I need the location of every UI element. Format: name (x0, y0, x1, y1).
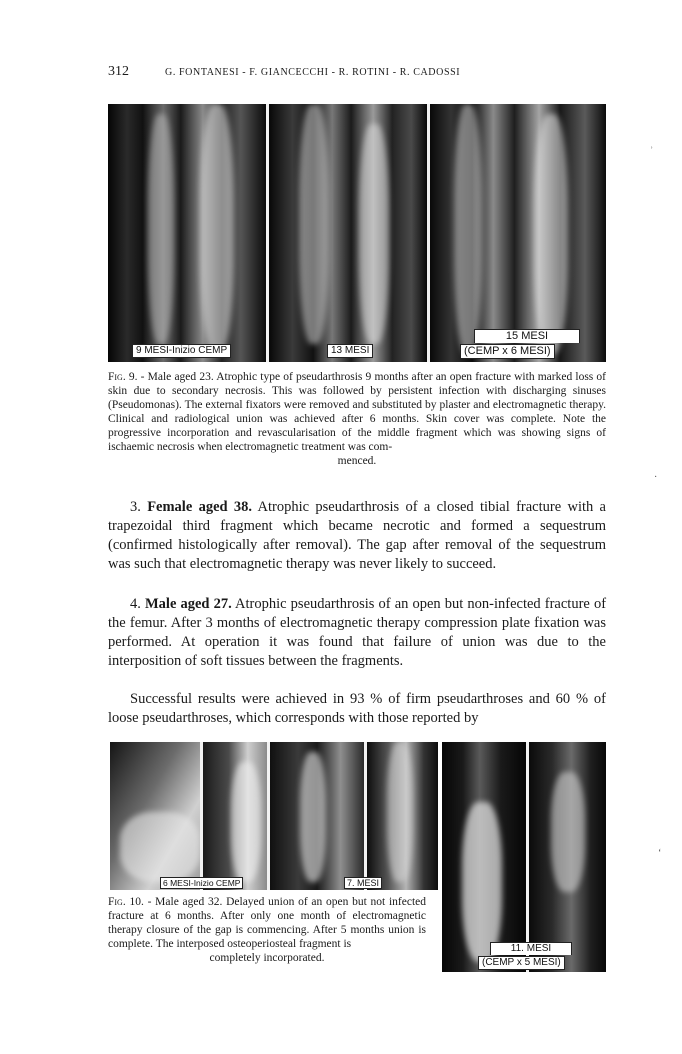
results-text: Successful results were achieved in 93 % of firm pseudarthroses and 60 % of loose pseudarthroses, which corresponds with those reported by (108, 691, 606, 726)
figure-9-caption-lead: Fig. 9. (108, 371, 138, 383)
xray-panel-6-months-b (203, 742, 267, 890)
edge-speck: ʻ (658, 848, 662, 859)
paragraph-case-4 (108, 595, 606, 671)
xray-panel-13-months (269, 104, 427, 362)
paragraph-case-3 (108, 498, 606, 574)
case-4-lead: Male aged 27. (144, 596, 232, 612)
figure-9-radiographs (108, 104, 606, 362)
figure-10-caption (108, 895, 426, 965)
case-3-lead: Female aged 38. (147, 499, 253, 515)
paragraph-results (108, 690, 606, 728)
xray-panel-11-months (442, 742, 526, 972)
xray-panel-11-months-b (529, 742, 606, 972)
case-4-number: 4. (130, 596, 141, 612)
xray-panel-9-months (108, 104, 266, 362)
case-4-text: Atrophic pseudarthrosis of an open but non-infected fracture of the femur. After 3 months of electromagnetic therapy compression plate fixation was performed. At operation it was found that failure of union was due to the interposition of soft tissues between the fragments. (108, 596, 607, 669)
xray-panel-7-months-b (367, 742, 438, 890)
case-3-text: Atrophic pseudarthrosis of a closed tibial fracture with a trapezoidal third fragment which became necrotic and formed a sequestrum (confirmed histologically after removal). The gap after removal of the sequestrum was such that electromagnetic therapy was never likely to succeed. (108, 499, 606, 572)
figure-10-caption-text: - Male aged 32. Delayed union of an open but not infected fracture at 6 months. After only one month of electromagnetic therapy closure of the gap is commencing. After 5 months union is complete. The interposed osteoperiosteal fragment is (108, 896, 427, 950)
figure-9-label-13-months: 13 MESI (327, 344, 373, 358)
figure-10-label-11-months: 11. MESI (490, 942, 572, 955)
figure-10-label-cemp-5-months: (CEMP x 5 MESI) (478, 956, 565, 970)
figure-9-caption (108, 370, 606, 468)
figure-10-caption-last-line: completely incorporated. (209, 952, 325, 964)
figure-10-caption-lead: Fig. 10. (108, 896, 144, 908)
figure-10-radiographs-right (442, 742, 606, 972)
figure-10-radiographs-left (110, 742, 438, 890)
xray-panel-15-months (430, 104, 606, 362)
page-number: 312 (108, 64, 129, 79)
case-3-number: 3. (130, 499, 141, 515)
figure-9-label-cemp-6-months: (CEMP x 6 MESI) (460, 344, 555, 359)
xray-panel-7-months (270, 742, 364, 890)
figure-9-caption-text: - Male aged 23. Atrophic type of pseudarthrosis 9 months after an open fracture with marked loss of skin due to secondary necrosis. This was followed by persistent infection with discharging sinuses (Pseudomonas). The external fixators were removed and substituted by plaster and electromagnetic therapy. Clinical and radiological union was achieved after 6 months. Skin cover was complete. Note the progressive incorporation and revascularisation of the middle fragment which was showing signs of ischaemic necrosis when electromagnetic treatment was com- (108, 371, 607, 453)
figure-9-caption-last-line: menced. (337, 455, 377, 467)
xray-panel-6-months (110, 742, 200, 890)
figure-10-label-6-months: 6 MESI-Inizio CEMP (160, 877, 243, 889)
edge-speck: · (654, 472, 658, 483)
figure-9-label-9-months: 9 MESI-Inizio CEMP (132, 344, 231, 358)
edge-speck: ʾ (650, 146, 654, 157)
figure-9-label-15-months: 15 MESI (474, 329, 580, 343)
running-head: G. FONTANESI - F. GIANCECCHI - R. ROTINI - R. CADOSSI (165, 67, 461, 78)
figure-10-label-7-months: 7. MESI (344, 877, 382, 889)
